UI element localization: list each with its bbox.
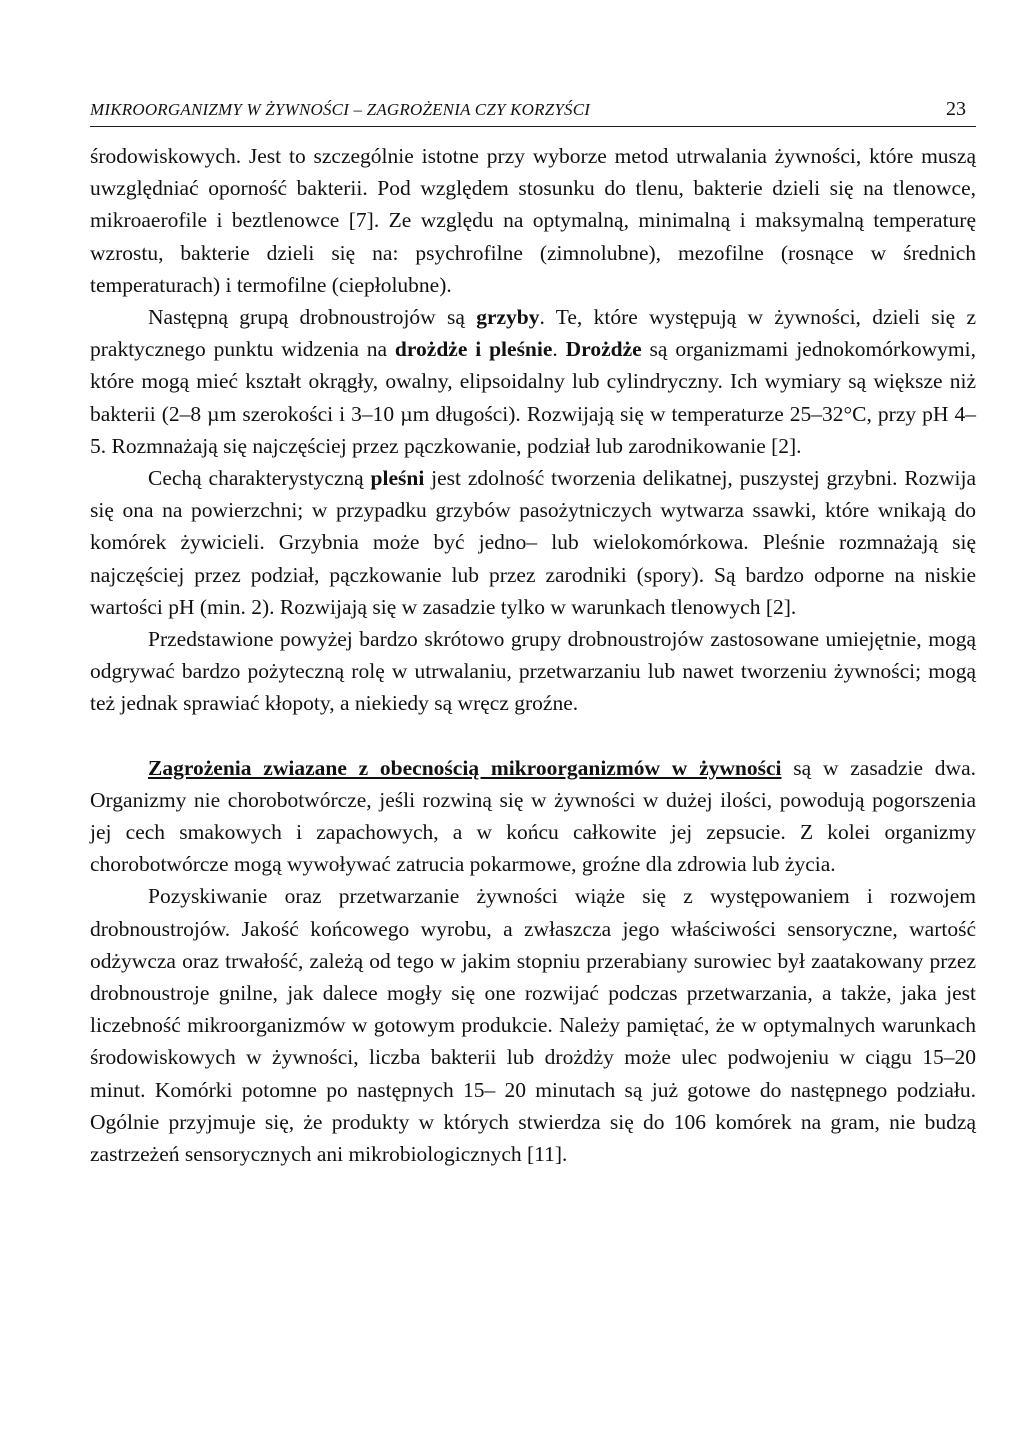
term-drozdze-i-plesnie: drożdże i pleśnie [394, 337, 553, 362]
paragraph-3-text-2: jest zdolność tworzenia delikatnej, puszystej grzybni. Rozwija się ona na powierzchni; w przypadku grzybów pasożytniczych wytwarza ssawki, które wnikają do komórek żywicieli. Grzybnia może być jedno– lub wielokomórkowa. Pleśnie rozmnażają się najczęściej przez podział, pączkowanie lub przez zarodniki (spory). Są bardzo odporne na niskie wartości pH (min. 2). Rozwijają się w zasadzie tylko w warunkach tlenowych [2]. [90, 466, 976, 619]
term-plesni: pleśni [370, 466, 425, 491]
paragraph-5 [90, 752, 976, 881]
paragraph-3-text-1: Cechą charakterystyczną [148, 466, 371, 491]
paragraph-2-text-1: Następną grupą drobnoustrojów są [148, 305, 477, 330]
paragraph-3 [90, 462, 976, 623]
section-heading: Zagrożenia zwiazane z obecnością mikroorganizmów w żywności [148, 755, 782, 780]
paragraph-2 [90, 301, 976, 462]
paragraph-6: Pozyskiwanie oraz przetwarzanie żywności wiąże się z występowaniem i rozwojem drobnoustrojów. Jakość końcowego wyrobu, a zwłaszcza jego właściwości sensoryczne, wartość odżywcza oraz trwałość, zależą od tego w jakim stopniu przerabiany surowiec był zaatakowany przez drobnoustroje gnilne, jak dalece mogły się one rozwijać podczas przetwarzania, a także, jaka jest liczebność mikroorganizmów w gotowym produkcie. Należy pamiętać, że w optymalnych warunkach środowiskowych w żywności, liczba bakterii lub drożdży może ulec podwojeniu w ciągu 15–20 minut. Komórki potomne po następnych 15– 20 minutach są już gotowe do następnego podziału. Ogólnie przyjmuje się, że produkty w których stwierdza się do 106 komórek na gram, nie budzą zastrzeżeń sensorycznych ani mikrobiologicznych [11]. [90, 884, 976, 1167]
paragraph-2-text-2: . Te, które występują w żywności, dzieli się z praktycznego punktu widzenia na [90, 305, 976, 362]
paragraph-5-text: są w zasadzie dwa. Organizmy nie chorobotwórcze, jeśli rozwiną się w żywności w dużej ilości, powodują pogorszenia jej cech smakowych i zapachowych, a w końcu całkowite jej zepsucie. Z kolei organizmy chorobotwórcze mogą wywoływać zatrucia pokarmowe, groźne dla zdrowia lub życia. [90, 755, 976, 877]
term-drozdze: Drożdże [565, 337, 642, 362]
running-header [90, 96, 976, 127]
page-number: 23 [946, 98, 966, 120]
paragraph-2-text-3: . [552, 337, 566, 362]
paragraph-2-text-4: są organizmami jednokomórkowymi, które mogą mieć kształt okrągły, owalny, elipsoidalny lub cylindryczny. Ich wymiary są większe niż bakterii (2–8 µm szerokości i 3–10 µm długości). Rozwijają się w temperaturze 25–32°C, przy pH 4–5. Rozmnażają się najczęściej przez pączkowanie, podział lub zarodnikowanie [2]. [90, 337, 977, 458]
paragraph-4: Przedstawione powyżej bardzo skrótowo grupy drobnoustrojów zastosowane umiejętnie, mogą odgrywać bardzo pożyteczną rolę w utrwalaniu, przetwarzaniu lub nawet tworzeniu żywności; mogą też jednak sprawiać kłopoty, a niekiedy są wręcz groźne. [90, 627, 976, 716]
body-text [90, 140, 976, 1170]
term-grzyby: grzyby [476, 305, 540, 330]
paragraph-1: środowiskowych. Jest to szczególnie istotne przy wyborze metod utrwalania żywności, które muszą uwzględniać oporność bakterii. Pod względem stosunku do tlenu, bakterie dzieli się na tlenowce, mikroaerofile i beztlenowce [7]. Ze względu na optymalną, minimalną i maksymalną temperaturę wzrostu, bakterie dzieli się na: psychrofilne (zimnolubne), mezofilne (rosnące w średnich temperaturach) i termofilne (ciepłolubne). [90, 144, 976, 297]
running-title: MIKROORGANIZMY W ŻYWNOŚCI – ZAGROŻENIA CZY KORZYŚCI [90, 100, 591, 119]
